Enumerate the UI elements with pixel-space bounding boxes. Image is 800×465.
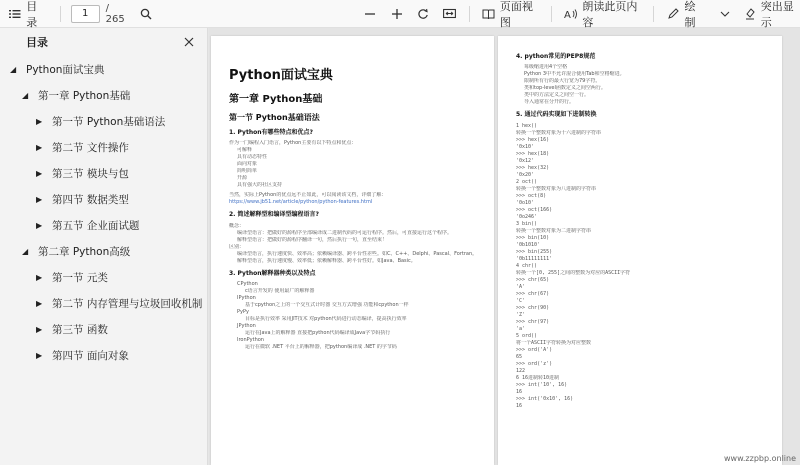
draw-label: 绘制: [684, 0, 696, 29]
code-line: >>> chr(67): [516, 290, 550, 297]
page-total: / 265: [105, 2, 125, 25]
doc-question-heading: 3. Python解释器种类以及特点: [229, 269, 316, 277]
code-line: '0x10': [516, 143, 535, 150]
page-view-label: 页面视图: [499, 0, 533, 29]
code-line: 转换一个整数对象为八进制的字符串: [516, 185, 597, 192]
read-aloud-label: 朗读此页内容: [582, 0, 638, 29]
doc-line: 目标是执行效率 采用JIT技术 对python代码进行动态编译，提高执行效率: [245, 315, 407, 322]
doc-line: 基于cpython之上的一个交互式计时器 交互方式增强 功能和cpython一样: [245, 301, 409, 308]
doc-line: 区别：: [229, 243, 245, 250]
doc-line: 运行在微软 .NET 平台上的解释器，把python编译成 .NET 的字节码: [245, 343, 397, 350]
code-line: >>> chr(90): [516, 304, 550, 311]
caret-right-icon[interactable]: ▶: [36, 168, 43, 178]
toc-item-label: 第二节 内存管理与垃圾回收机制: [52, 297, 203, 310]
highlight-label: 突出显示: [760, 0, 794, 29]
code-line: >>> oct(166): [516, 206, 553, 213]
doc-line: IPython: [237, 294, 256, 301]
doc-line: 简明简单: [237, 168, 258, 175]
toc-item[interactable]: [0, 160, 207, 186]
code-line: 'A': [516, 283, 526, 290]
pdf-page-right: [498, 36, 782, 465]
highlight-button[interactable]: [742, 0, 800, 30]
code-line: >>> ord('A'): [516, 346, 553, 353]
code-line: 5 ord(): [516, 332, 538, 339]
code-block: [516, 123, 768, 410]
doc-paragraph: [229, 281, 480, 351]
doc-line: c语言开发的 使用最广的解释器: [245, 287, 315, 294]
code-line: 16: [516, 388, 523, 395]
code-line: >>> bin(10): [516, 234, 550, 241]
doc-line: 类和top-level函数定义之间空两行。: [524, 85, 606, 92]
caret-right-icon[interactable]: ▶: [36, 142, 43, 152]
toc-item[interactable]: [0, 212, 207, 238]
doc-section-heading: 第一节 Python基础语法: [229, 112, 320, 122]
code-line: '0b1010': [516, 241, 541, 248]
draw-button[interactable]: [666, 0, 704, 30]
toc-item[interactable]: [0, 290, 207, 316]
doc-line: 概念：: [229, 222, 245, 229]
doc-line: 面向对象: [237, 161, 258, 168]
toc-item-label: 第一节 Python基础语法: [52, 115, 166, 128]
doc-line: 限制所有行的最大行宽为79字符。: [524, 78, 601, 85]
doc-line: 编译型语言：把做好的源程序全部编译成二进制代码的可运行程序。然后，可直接运行这个程序。: [237, 229, 453, 236]
toolbar: [0, 0, 800, 28]
zoom-out-icon[interactable]: [363, 6, 377, 22]
code-line: 转换一个[0, 255]之间的整数为对应的ASCII字符: [516, 269, 631, 276]
divider: [60, 6, 61, 22]
caret-down-icon[interactable]: ◢: [22, 246, 29, 256]
code-line: >>> oct(8): [516, 192, 547, 199]
divider: [653, 6, 654, 22]
toc-item-label: 第四节 面向对象: [52, 349, 129, 362]
doc-chapter-heading: 第一章 Python基础: [229, 94, 323, 106]
toc-item[interactable]: [0, 264, 207, 290]
caret-right-icon[interactable]: ▶: [36, 298, 43, 308]
caret-right-icon[interactable]: ▶: [36, 324, 43, 334]
doc-line: 每级缩进用4个空格: [524, 64, 568, 71]
code-line: 'C': [516, 297, 526, 304]
pdf-page-left: [211, 36, 494, 465]
read-aloud-icon: [564, 6, 578, 22]
code-line: >>> bin(255): [516, 248, 553, 255]
toc-toggle-label: 目录: [26, 0, 38, 29]
page-number-input[interactable]: 1: [71, 5, 100, 23]
caret-right-icon[interactable]: ▶: [36, 220, 43, 230]
doc-line: IronPython: [237, 336, 264, 343]
doc-link[interactable]: https://www.jb51.net/article/python/python-features.html: [229, 199, 373, 206]
document-viewport[interactable]: [209, 28, 800, 465]
toc-item-label: 第一章 Python基础: [38, 89, 131, 102]
code-line: >>> hex(32): [516, 164, 550, 171]
caret-right-icon[interactable]: ▶: [36, 350, 43, 360]
toc-item[interactable]: [0, 56, 207, 82]
doc-line: 开源: [237, 175, 248, 182]
code-line: 65: [516, 353, 523, 360]
caret-right-icon[interactable]: ▶: [36, 116, 43, 126]
toc-item[interactable]: [0, 238, 207, 264]
doc-line: 当然，实际上Python的优点远不止如此，可以阅读该文档，详细了解：: [229, 192, 387, 199]
pen-icon: [666, 6, 680, 22]
caret-right-icon[interactable]: ▶: [36, 272, 43, 282]
code-line: 2 oct(): [516, 178, 538, 185]
toc-item-label: 第二节 文件操作: [52, 141, 129, 154]
toc-item-label: 第三节 函数: [52, 323, 108, 336]
toc-item-label: Python面试宝典: [26, 63, 105, 76]
toc-sidebar: [0, 28, 208, 465]
toc-item-label: 第二章 Python高级: [38, 245, 131, 258]
toc-item-label: 第一节 元类: [52, 271, 108, 284]
toc-item[interactable]: [0, 108, 207, 134]
code-line: 'Z': [516, 311, 526, 318]
chevron-down-icon[interactable]: [718, 6, 732, 22]
toc-item[interactable]: [0, 186, 207, 212]
code-line: 122: [516, 367, 526, 374]
rotate-icon[interactable]: [416, 6, 430, 22]
code-line: '0x12': [516, 157, 535, 164]
code-line: 转换一个整数对象为二进制字符串: [516, 227, 592, 234]
highlighter-icon: [742, 6, 756, 22]
toc-item[interactable]: [0, 342, 207, 368]
close-icon[interactable]: [181, 34, 197, 50]
code-line: >>> chr(65): [516, 276, 550, 283]
doc-question-heading: 1. Python有哪些特点和优点?: [229, 129, 313, 137]
toc-title: 目录: [26, 36, 48, 49]
doc-line: 运行在Java上的解释器 直接把python代码编译成Java字节码执行: [245, 329, 391, 336]
doc-line: 可解释: [237, 147, 253, 154]
code-line: '0o246': [516, 213, 538, 220]
toc-toggle-button[interactable]: [8, 0, 46, 30]
doc-question-heading: 4. python常见的PEP8规范: [516, 53, 596, 60]
doc-paragraph: [516, 64, 768, 106]
doc-line: 具有动态特性: [237, 154, 268, 161]
caret-right-icon[interactable]: ▶: [36, 194, 43, 204]
code-line: >>> hex(18): [516, 150, 550, 157]
code-line: >>> ord('z'): [516, 360, 553, 367]
doc-question-heading: 5. 通过代码实现如下进制转换: [516, 111, 597, 119]
toc-item-label: 第四节 数据类型: [52, 193, 129, 206]
search-icon[interactable]: [139, 6, 153, 22]
code-line: '0o10': [516, 199, 535, 206]
doc-line: 具有强大的社区支持: [237, 182, 283, 189]
doc-question-heading: 2. 简述解释型和编译型编程语言?: [229, 211, 320, 219]
doc-paragraph: [229, 223, 480, 265]
doc-line: Python 3中不允许混合使用Tab和空格缩进。: [524, 71, 625, 78]
doc-line: JPython: [237, 322, 256, 329]
zoom-in-icon[interactable]: [390, 6, 404, 22]
code-line: '0b11111111': [516, 255, 553, 262]
book-icon: [482, 6, 496, 22]
toc-item-label: 第三节 模块与包: [52, 167, 129, 180]
caret-down-icon[interactable]: ◢: [10, 64, 17, 74]
doc-line: CPython: [237, 280, 258, 287]
doc-line: 编译型语言，执行速度快、效率高；依赖编译器、跨平台性差些。如C、C++、Delphi、Pascal、Fortran。: [237, 250, 478, 257]
doc-line: 类中的方法定义之间空一行。: [524, 92, 590, 99]
divider: [469, 6, 470, 22]
doc-line: 作为一门编程入门语言，Python主要有以下特点和优点：: [229, 140, 357, 147]
doc-line: 解释型语言，执行速度慢、效率低；依赖解释器、跨平台性好。如Java、Basic。: [237, 257, 416, 264]
code-line: '0x20': [516, 171, 535, 178]
list-icon: [8, 6, 22, 22]
code-line: 'a': [516, 325, 526, 332]
toc-item[interactable]: [0, 134, 207, 160]
doc-paragraph: [229, 140, 480, 206]
code-line: 16: [516, 402, 523, 409]
toc-item[interactable]: [0, 316, 207, 342]
divider: [551, 6, 552, 22]
toc-item-label: 第五节 企业面试题: [52, 219, 140, 232]
page-view-button[interactable]: [482, 0, 540, 30]
code-line: 4 chr(): [516, 262, 538, 269]
doc-line: PyPy: [237, 308, 249, 315]
code-line: >>> hex(16): [516, 136, 550, 143]
code-line: >>> int('10', 16): [516, 381, 568, 388]
code-line: 转换一个整数对象为十六进制的字符串: [516, 129, 602, 136]
toc-item[interactable]: [0, 82, 207, 108]
watermark: www.zzpbp.online: [723, 454, 796, 463]
code-line: 3 bin(): [516, 220, 538, 227]
caret-down-icon[interactable]: ◢: [22, 90, 29, 100]
toc-list: [0, 56, 207, 368]
toc-header: [0, 28, 207, 56]
code-line: >>> chr(97): [516, 318, 550, 325]
code-line: 6 16进制转10进制: [516, 374, 560, 381]
doc-line: 解释型语言：把做好的源程序翻译一句，然后执行一句，直至结束！: [237, 236, 388, 243]
fit-width-icon[interactable]: [442, 6, 456, 22]
read-aloud-button[interactable]: [564, 0, 641, 30]
code-line: 将一个ASCII字符转换为对应整数: [516, 339, 592, 346]
svg-text:A: A: [564, 9, 572, 20]
code-line: 1 hex(): [516, 122, 538, 129]
code-line: >>> int('0x10', 16): [516, 395, 574, 402]
doc-line: 导入通常在分开的行。: [524, 99, 575, 106]
doc-title: Python面试宝典: [229, 68, 333, 83]
